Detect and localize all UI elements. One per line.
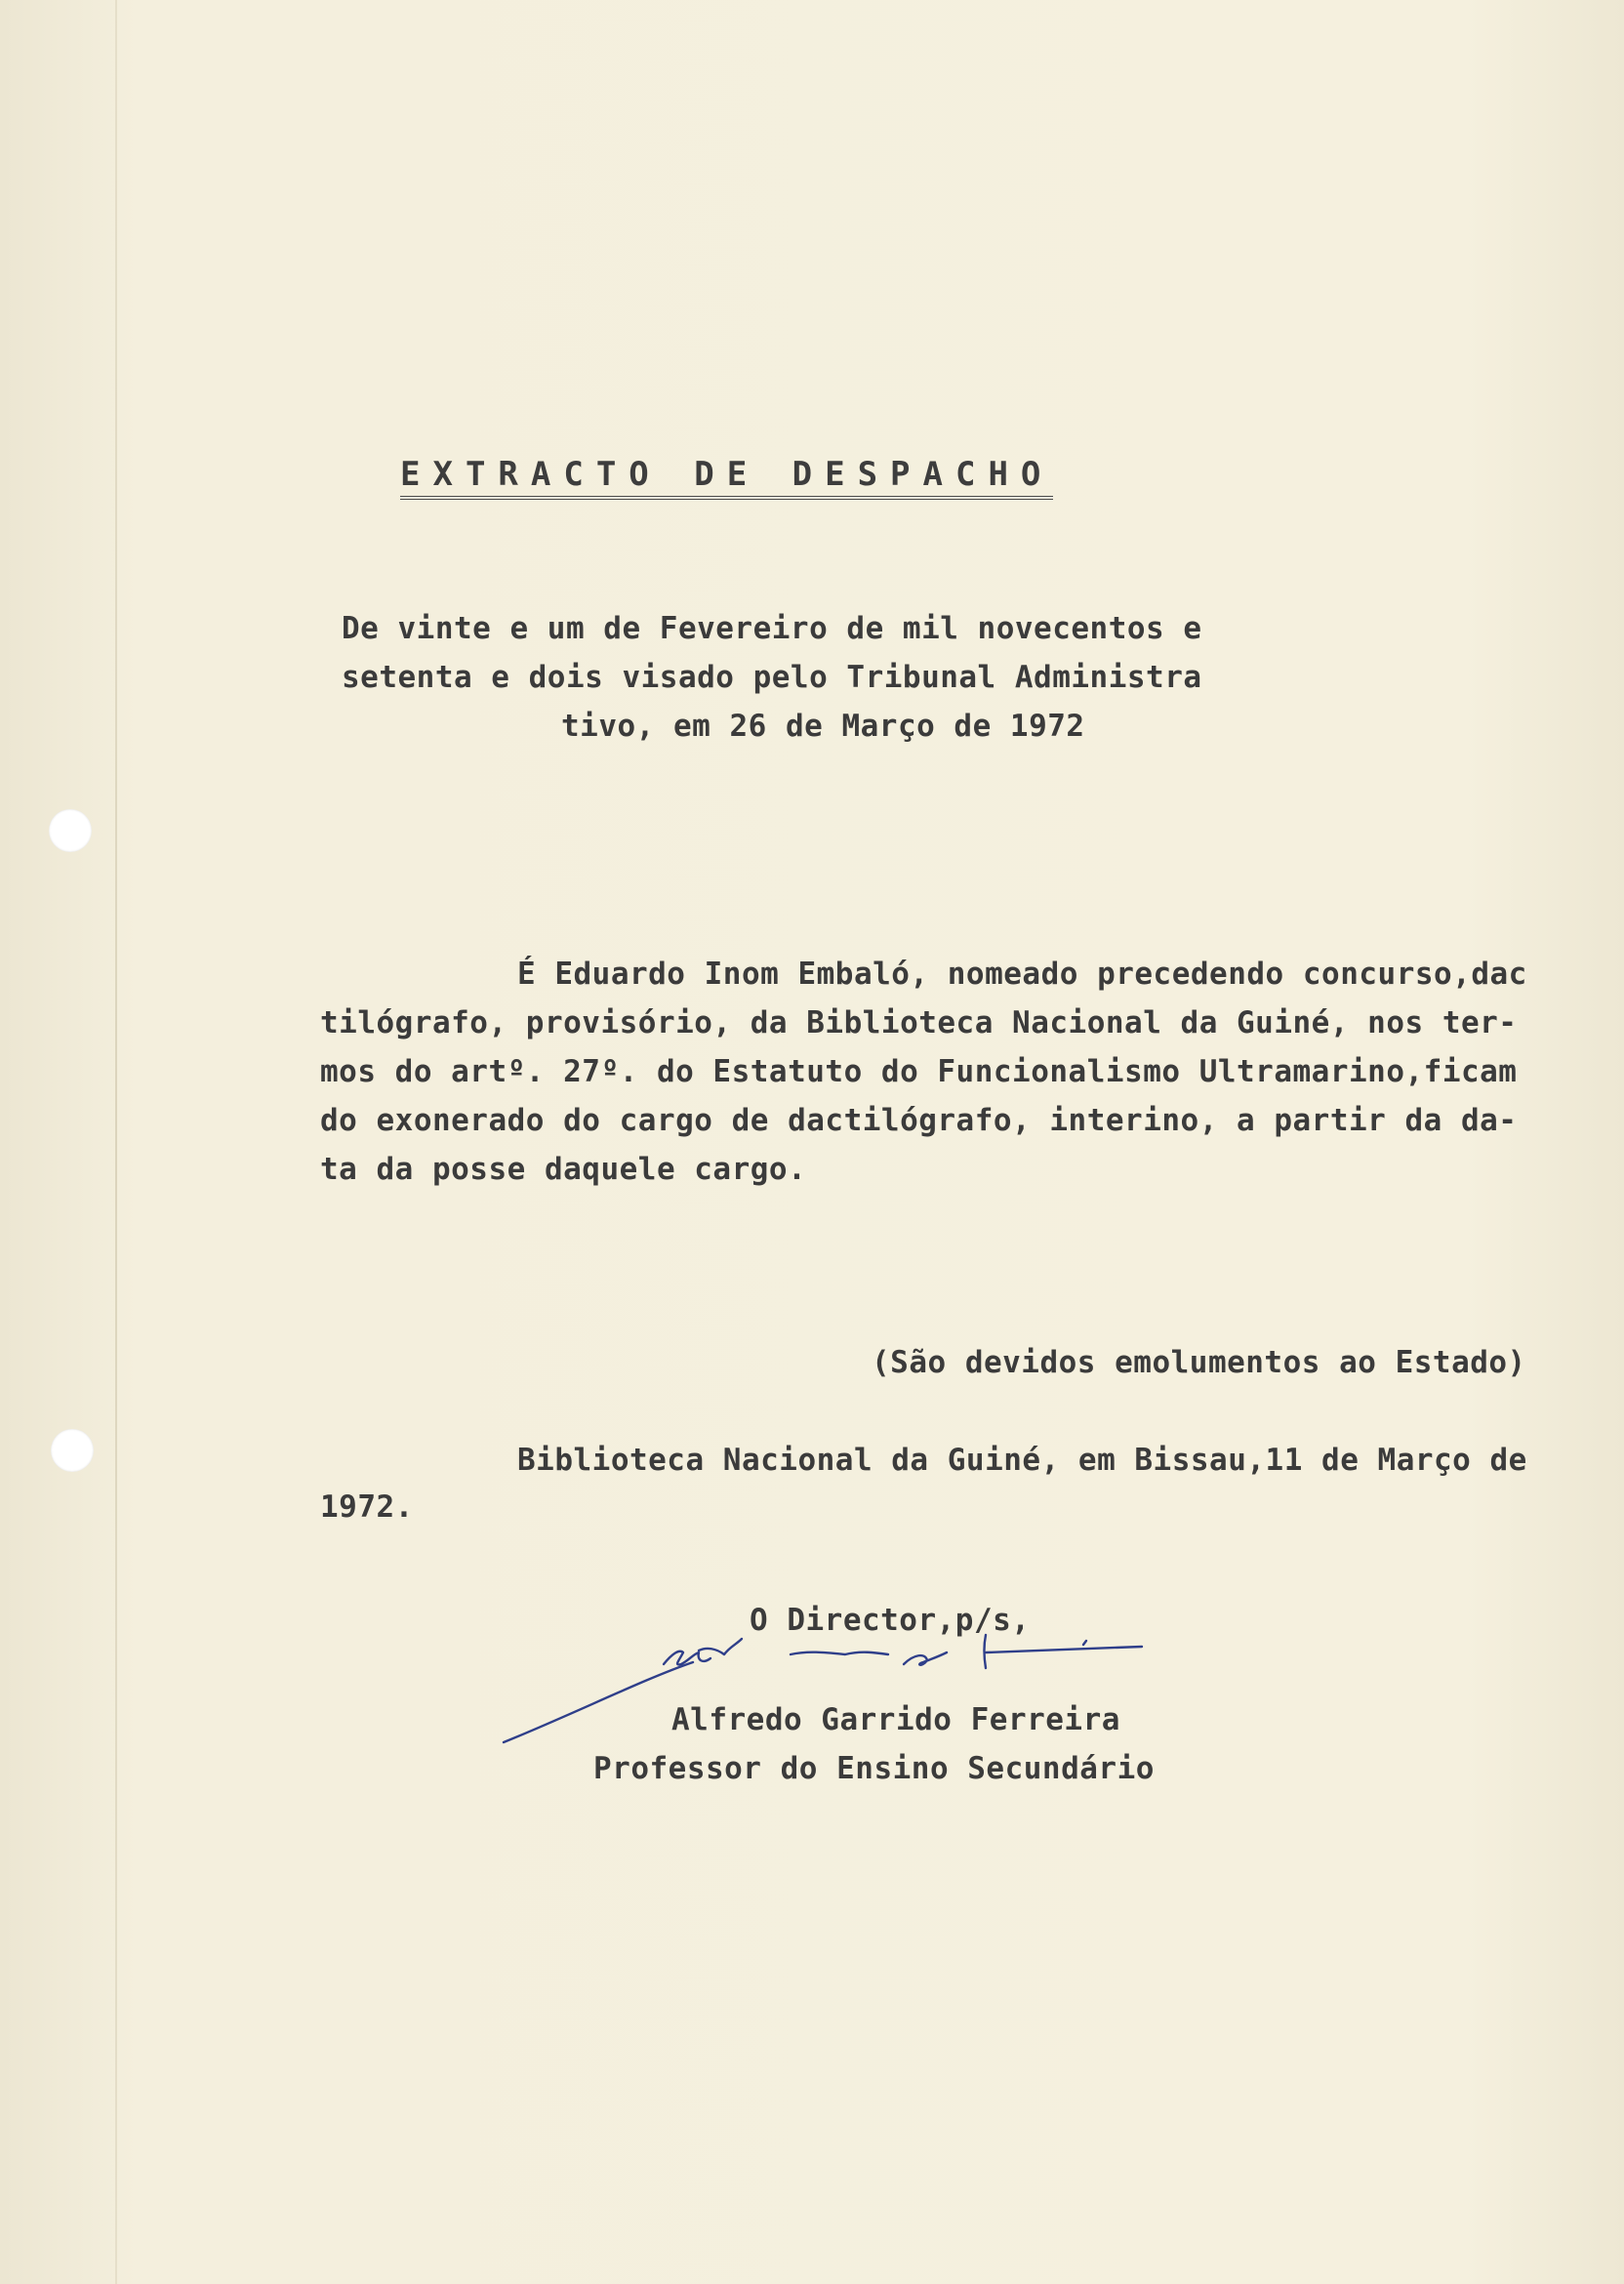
signatory-position: Professor do Ensino Secundário — [593, 1751, 1155, 1786]
body-line: É Eduardo Inom Embaló, nomeado precedendo concurso,dac — [517, 957, 1527, 992]
intro-line: De vinte e um de Fevereiro de mil novecentos e — [342, 611, 1202, 646]
place-date-line: Biblioteca Nacional da Guiné, em Bissau,11 de Março de — [517, 1443, 1527, 1478]
intro-line: tivo, em 26 de Março de 1972 — [561, 709, 1085, 744]
signatory-role: O Director,p/s, — [750, 1603, 1031, 1638]
signatory-name: Alfredo Garrido Ferreira — [671, 1702, 1120, 1737]
body-line: ta da posse daquele cargo. — [320, 1152, 807, 1187]
punch-hole-bottom — [51, 1429, 94, 1472]
body-line: do exonerado do cargo de dactilógrafo, interino, a partir da da- — [320, 1103, 1518, 1138]
document-title: EXTRACTO DE DESPACHO — [400, 455, 1053, 500]
body-line: tilógrafo, provisório, da Biblioteca Nacional da Guiné, nos ter- — [320, 1005, 1518, 1040]
punch-hole-top — [49, 809, 92, 852]
page-fold-line — [115, 0, 117, 2284]
handwritten-signature — [498, 1625, 1161, 1762]
body-line: mos do artº. 27º. do Estatuto do Funcionalismo Ultramarino,ficam — [320, 1054, 1518, 1089]
fees-note: (São devidos emolumentos ao Estado) — [872, 1345, 1526, 1380]
place-date-line: 1972. — [320, 1489, 414, 1525]
intro-line: setenta e dois visado pelo Tribunal Administra — [342, 660, 1202, 695]
